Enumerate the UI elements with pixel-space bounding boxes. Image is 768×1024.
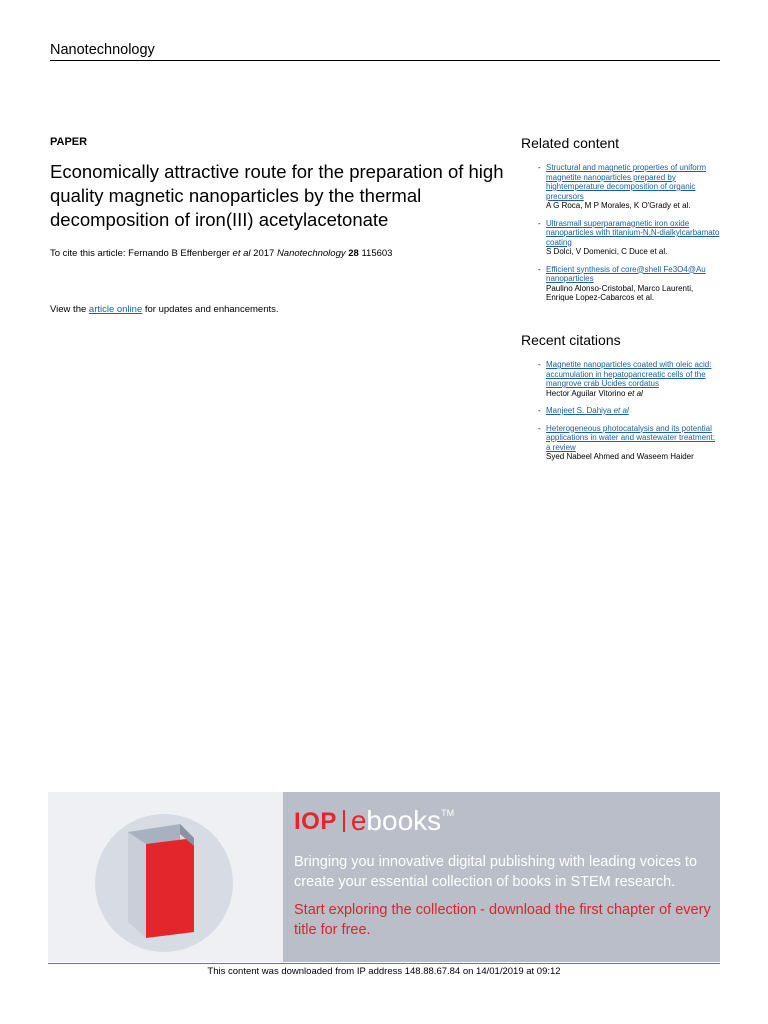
related-item-authors: A G Roca, M P Morales, K O'Grady et al. [546, 201, 691, 210]
trademark-mark: TM [441, 808, 455, 818]
ebooks-e: e [350, 805, 367, 836]
citation-item [538, 360, 720, 398]
citation-journal: Nanotechnology [276, 248, 346, 259]
iop-ebooks-banner[interactable] [48, 792, 720, 962]
iop-logo-text: IOP [294, 808, 337, 835]
article-title: Economically attractive route for the preparation of high quality magnetic nanoparticles by the thermal decomposition of iron(III) acetylacetonate [50, 161, 504, 230]
ebooks-logo-text [351, 806, 441, 836]
citation-authors-text: Hector Aguilar Vitorino [546, 388, 628, 398]
citation-year: 2017 [250, 248, 277, 259]
iop-ebooks-logo [294, 806, 454, 836]
citation-item [538, 406, 720, 416]
citation-prefix: To cite this article: Fernando B Effenberger [50, 248, 233, 259]
article-online-link[interactable]: article online [88, 304, 143, 315]
book-icon [48, 792, 283, 962]
related-item [538, 219, 720, 257]
citation-item-link[interactable] [546, 406, 629, 415]
related-item [538, 265, 720, 303]
related-item-link[interactable]: Structural and magnetic properties of uniform magnetite nanoparticles prepared by hightemperature decomposition of organic precursors [546, 163, 707, 201]
list-dash: - [538, 218, 541, 228]
related-content-heading: Related content [521, 135, 620, 151]
citation-item-link[interactable]: Heterogeneous photocatalysis and its potential applications in water and wastewater treatment: a review [546, 423, 715, 452]
citation-link-etal: et al [613, 406, 629, 415]
recent-citations-heading: Recent citations [521, 332, 621, 348]
related-content-list [538, 163, 720, 311]
related-item-authors: Paulino Alonso-Cristobal, Marco Laurenti, Enrique Lopez-Cabarcos et al. [546, 283, 694, 302]
recent-citations-list [538, 360, 720, 470]
related-item-authors: S Dolci, V Domenici, C Duce et al. [546, 247, 668, 256]
banner-tagline: Bringing you innovative digital publishing with leading voices to create your essential collection of books in STEM research. [294, 854, 698, 890]
list-dash: - [538, 423, 541, 433]
citation-authors-etal: et al [627, 388, 643, 398]
ebooks-word: books [366, 805, 442, 836]
citation-etal: et al [232, 248, 251, 259]
view-online-line [50, 304, 279, 315]
citation-item-authors: Syed Nabeel Ahmed and Waseem Haider [546, 452, 694, 461]
citation-item-link[interactable]: Magnetite nanoparticles coated with oleic acid: accumulation in hepatopancreatic cells of the mangrove crab Ucides cordatus [546, 360, 712, 388]
list-dash: - [538, 406, 541, 415]
paper-type-label: PAPER [50, 136, 88, 148]
logo-separator [343, 810, 345, 832]
download-notice: This content was downloaded from IP address 148.88.67.84 on 14/01/2019 at 09:12 [207, 966, 561, 977]
citation-item-authors [546, 389, 720, 399]
related-item [538, 163, 720, 211]
list-dash: - [538, 360, 541, 369]
view-online-before: View the [50, 304, 89, 315]
citation-volume: 28 [348, 248, 359, 259]
footer-divider [48, 963, 720, 964]
citation-line [50, 248, 392, 259]
list-dash: - [538, 163, 541, 172]
citation-link-text: Manjeet S. Dahiya [546, 406, 614, 415]
related-item-link[interactable]: Efficient synthesis of core@shell Fe3O4@Au nanoparticles [546, 264, 706, 283]
banner-call-to-action[interactable]: Start exploring the collection - download the first chapter of every title for free. [294, 902, 711, 938]
list-dash: - [538, 264, 541, 274]
banner-graphic-panel [48, 792, 283, 962]
citation-article-number: 115603 [358, 248, 393, 259]
citation-item [538, 424, 720, 462]
view-online-after: for updates and enhancements. [142, 304, 279, 315]
related-item-link[interactable]: Ultrasmall superparamagnetic iron oxide nanoparticles with titanium-N,N-dialkylcarbamato coating [546, 218, 720, 247]
journal-name: Nanotechnology [50, 42, 720, 61]
